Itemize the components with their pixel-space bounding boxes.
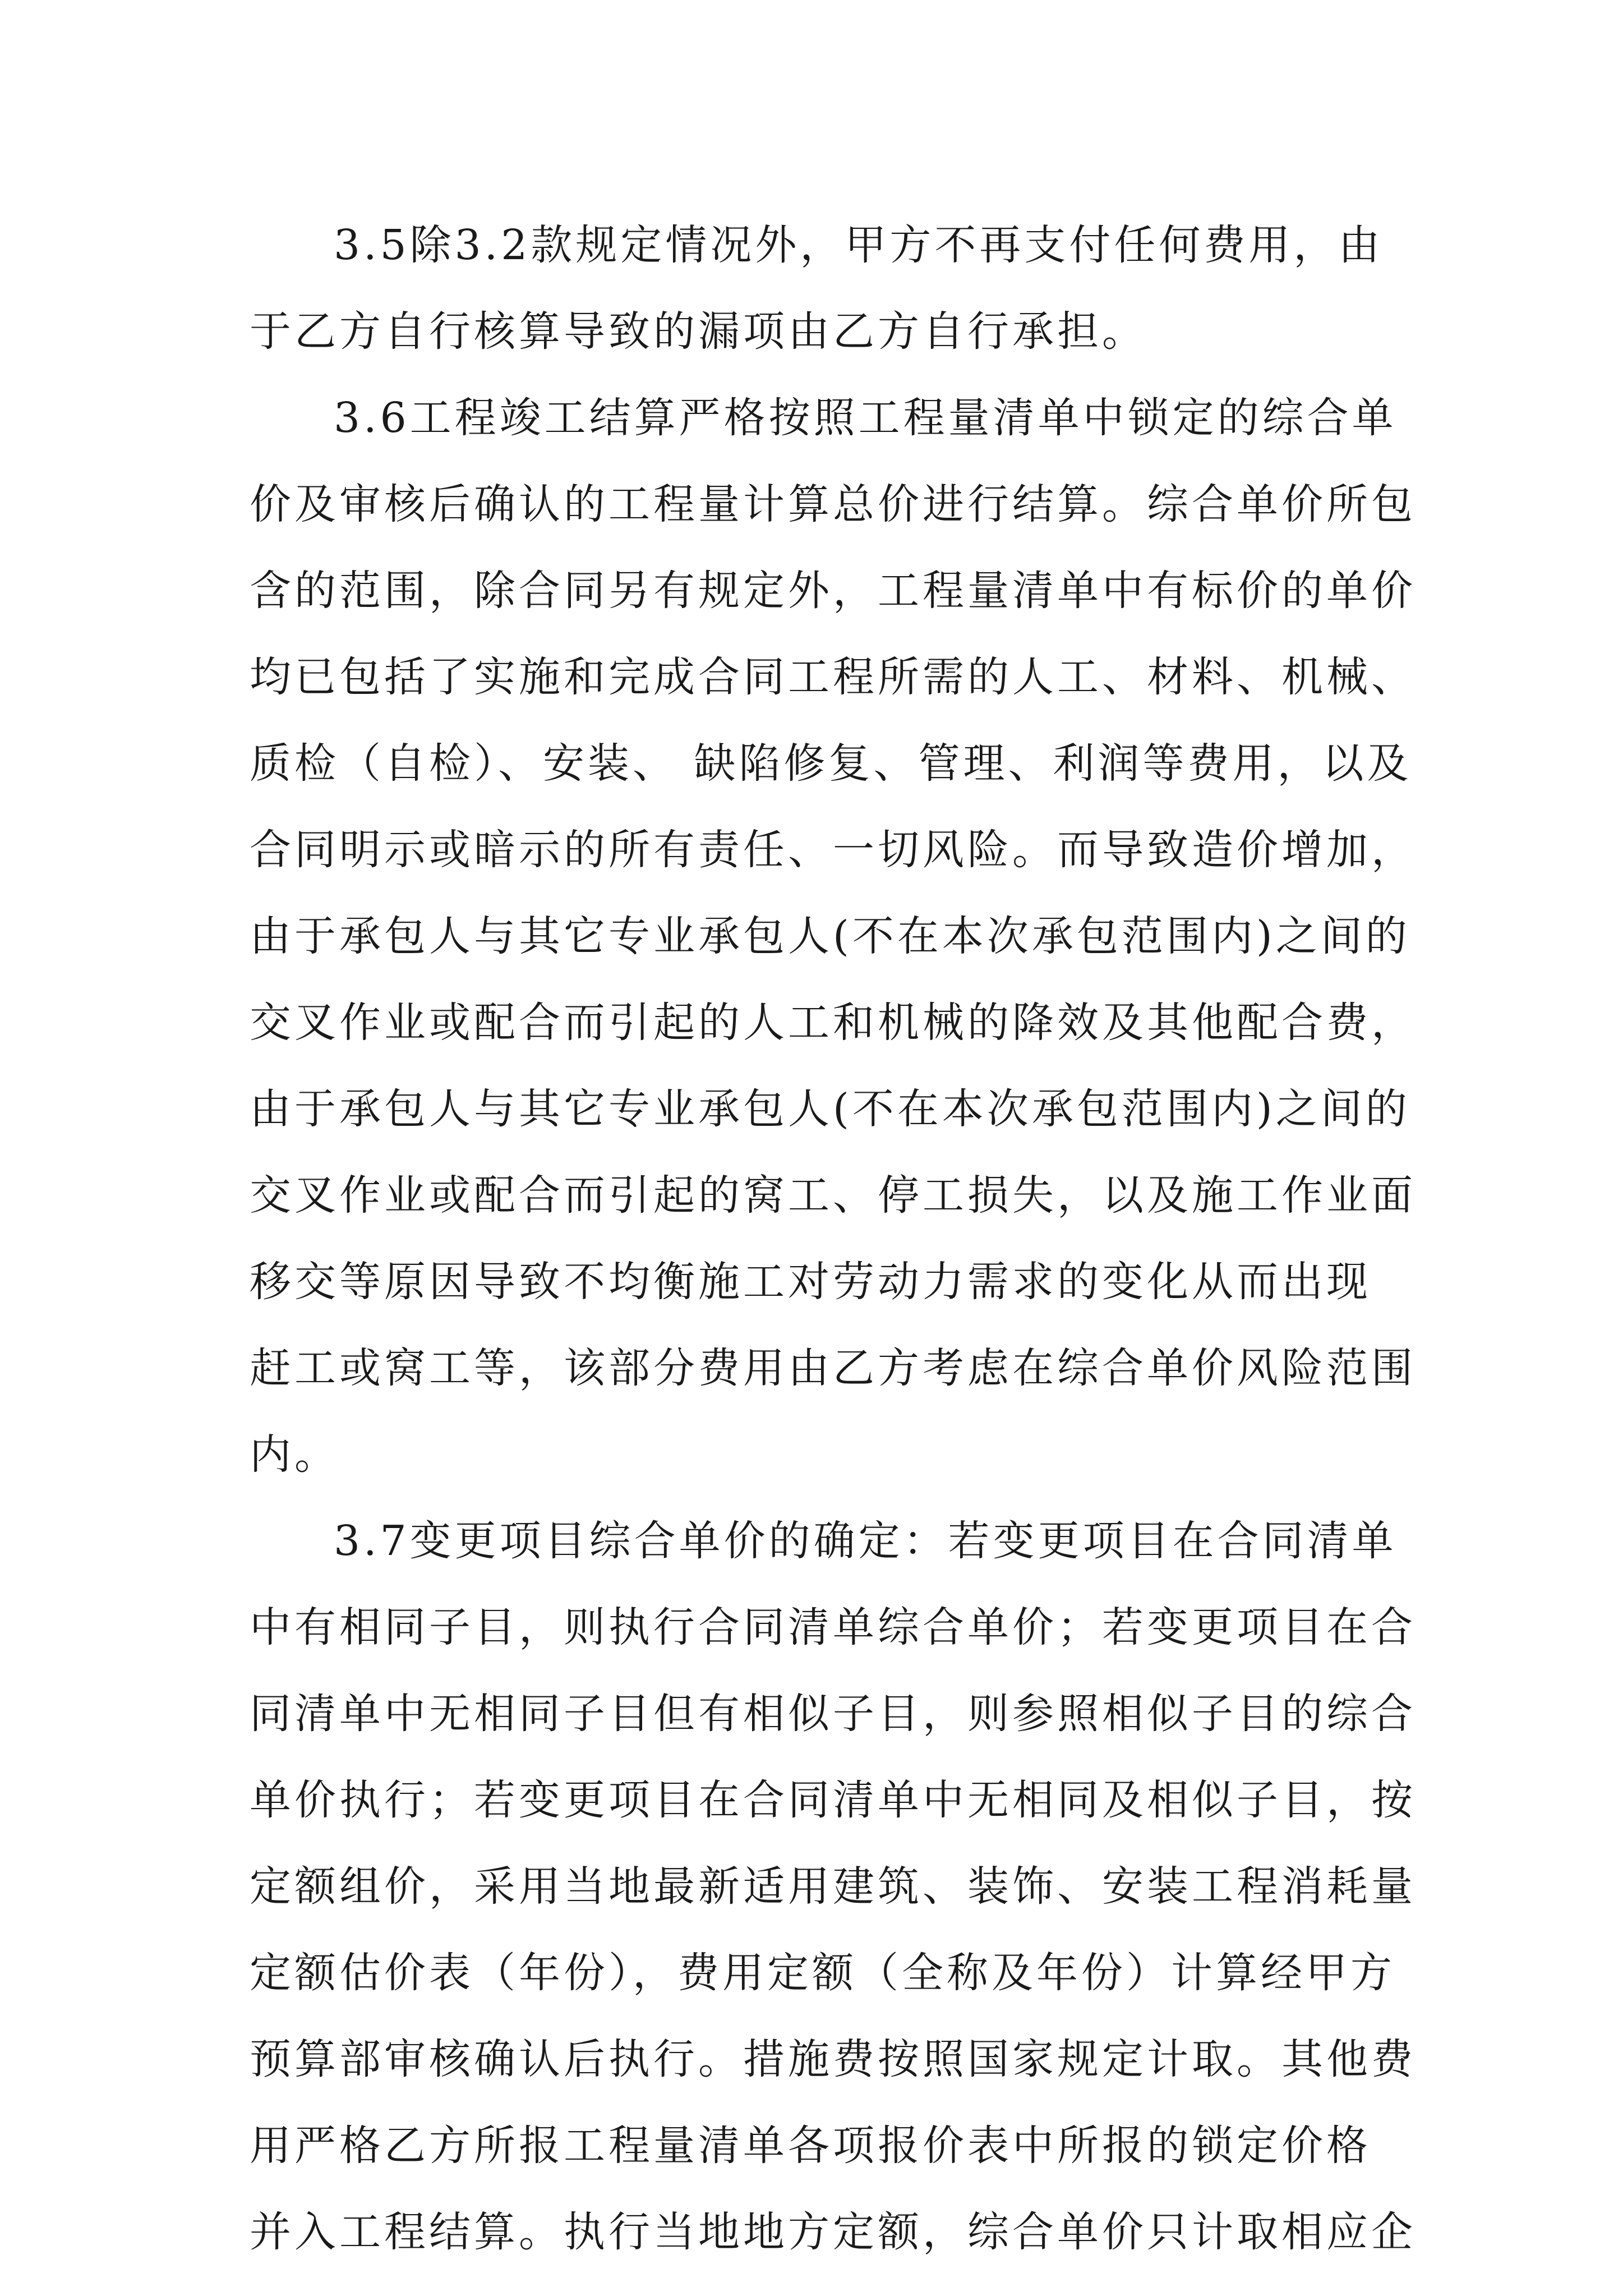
clause-3-5-line-1: 3.5除3.2款规定情况外，甲方不再支付任何费用，由 bbox=[334, 221, 1384, 269]
clause-3-7-line-8: 用严格乙方所报工程量清单各项报价表中所报的锁定价格 bbox=[250, 2122, 1371, 2170]
clause-3-6-line-11: 移交等原因导致不均衡施工对劳动力需求的变化从而出现 bbox=[250, 1258, 1371, 1306]
clause-3-6-line-13: 内。 bbox=[250, 1430, 339, 1479]
clause-3-7-line-1: 3.7变更项目综合单价的确定：若变更项目在合同清单 bbox=[334, 1517, 1397, 1565]
clause-3-6-line-9: 由于承包人与其它专业承包人(不在本次承包范围内)之间的 bbox=[250, 1085, 1410, 1133]
clause-3-7-line-2: 中有相同子目，则执行合同清单综合单价；若变更项目在合 bbox=[250, 1603, 1416, 1651]
clause-3-6-line-2: 价及审核后确认的工程量计算总价进行结算。综合单价所包 bbox=[250, 480, 1416, 528]
clause-3-7-line-3: 同清单中无相同子目但有相似子目，则参照相似子目的综合 bbox=[250, 1690, 1416, 1738]
clause-3-6-line-7: 由于承包人与其它专业承包人(不在本次承包范围内)之间的 bbox=[250, 912, 1410, 960]
clause-3-7-line-7: 预算部审核确认后执行。措施费按照国家规定计取。其他费 bbox=[250, 2035, 1416, 2083]
clause-3-7-line-6: 定额估价表（年份），费用定额（全称及年份）计算经甲方 bbox=[250, 1949, 1395, 1997]
clause-3-6-line-12: 赶工或窝工等，该部分费用由乙方考虑在综合单价风险范围 bbox=[250, 1344, 1416, 1392]
clause-3-6-line-4: 均已包括了实施和完成合同工程所需的人工、材料、机械、 bbox=[250, 653, 1416, 701]
clause-3-7-line-4: 单价执行；若变更项目在合同清单中无相同及相似子目，按 bbox=[250, 1776, 1416, 1824]
clause-3-6-line-3: 含的范围，除合同另有规定外，工程量清单中有标价的单价 bbox=[250, 567, 1416, 615]
clause-3-6-line-1: 3.6工程竣工结算严格按照工程量清单中锁定的综合单 bbox=[334, 394, 1397, 442]
clause-3-6-line-8: 交叉作业或配合而引起的人工和机械的降效及其他配合费， bbox=[250, 999, 1416, 1047]
clause-3-7-line-9: 并入工程结算。执行当地地方定额，综合单价只计取相应企 bbox=[250, 2208, 1416, 2256]
document-body bbox=[250, 202, 1416, 2275]
clause-3-6-line-5: 质检（自检）、安装、 缺陷修复、管理、利润等费用，以及 bbox=[250, 739, 1412, 788]
clause-3-7-line-5: 定额组价，采用当地最新适用建筑、装饰、安装工程消耗量 bbox=[250, 1862, 1416, 1911]
clause-3-6-line-6: 合同明示或暗示的所有责任、一切风险。而导致造价增加， bbox=[250, 826, 1416, 874]
clause-3-5-line-2: 于乙方自行核算导致的漏项由乙方自行承担。 bbox=[250, 307, 1147, 356]
clause-3-6-line-10: 交叉作业或配合而引起的窝工、停工损失，以及施工作业面 bbox=[250, 1171, 1416, 1220]
